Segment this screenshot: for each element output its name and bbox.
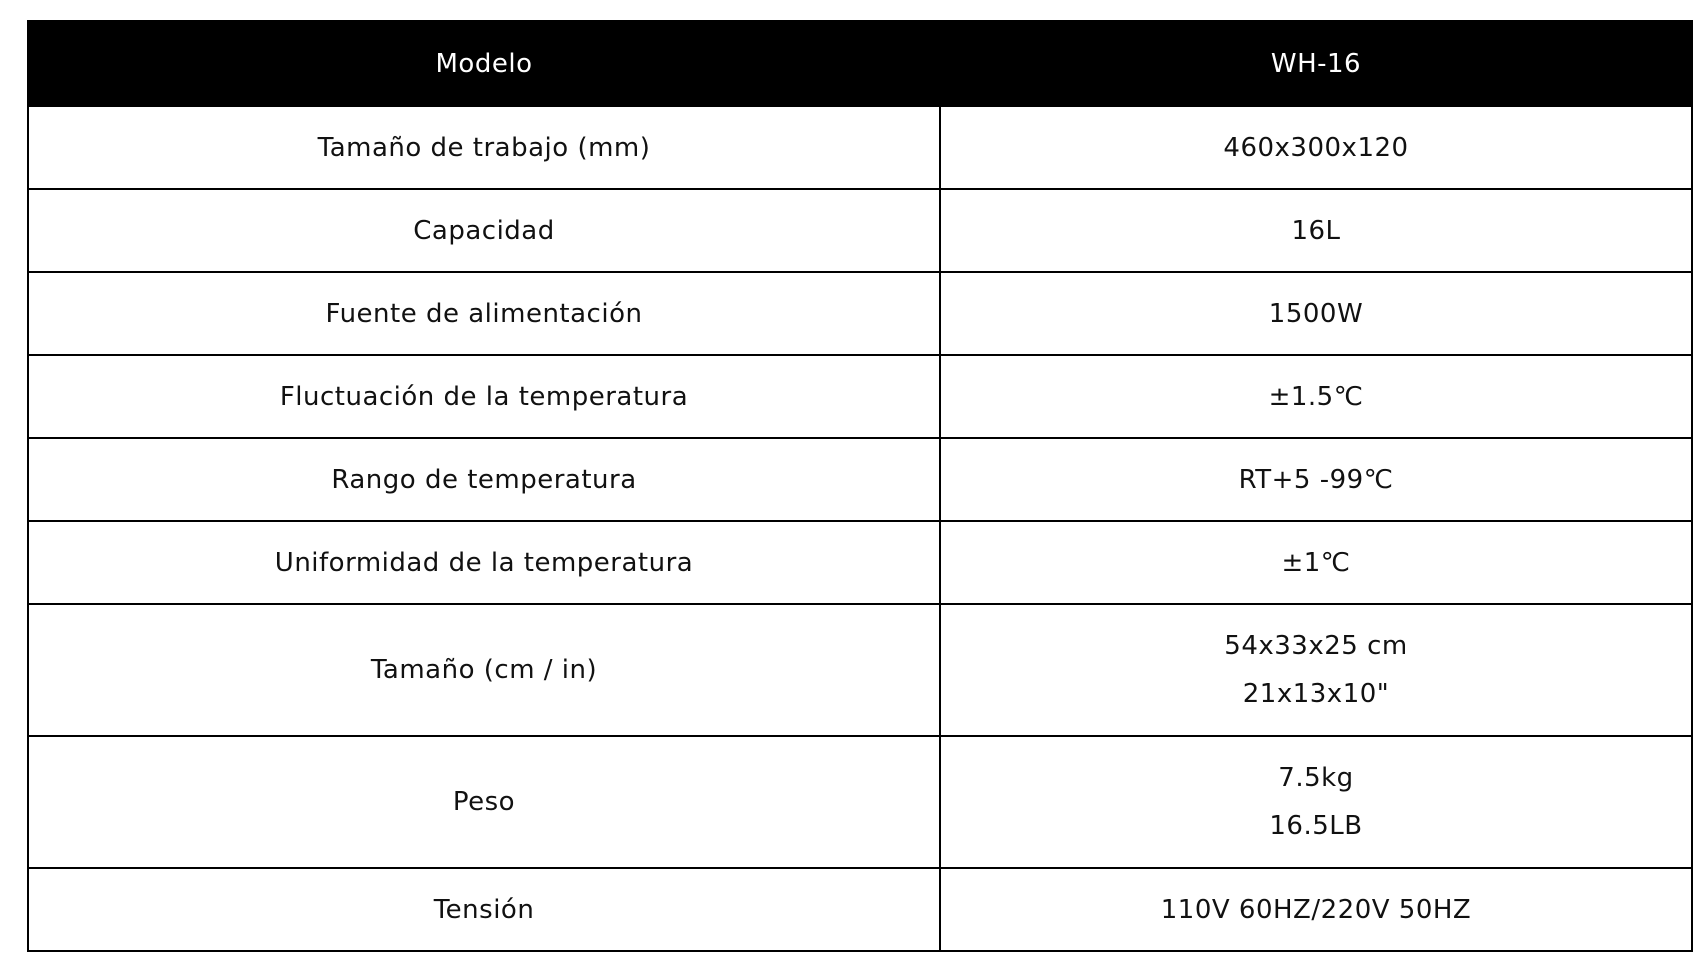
header-model-value: WH-16	[940, 21, 1692, 106]
row-value-temperature-uniformity: ±1℃	[940, 521, 1692, 604]
size-in: 21x13x10"	[1242, 679, 1390, 709]
row-value-working-size: 460x300x120	[940, 106, 1692, 189]
weight-lb: 16.5LB	[1269, 811, 1363, 841]
table-header-row	[28, 21, 1692, 106]
table-row	[28, 355, 1692, 438]
table-row	[28, 604, 1692, 736]
row-value-temperature-range: RT+5 -99℃	[940, 438, 1692, 521]
row-value-power-supply: 1500W	[940, 272, 1692, 355]
table-row	[28, 438, 1692, 521]
table-row	[28, 736, 1692, 868]
row-label-temperature-fluctuation: Fluctuación de la temperatura	[28, 355, 940, 438]
row-value-temperature-fluctuation: ±1.5℃	[940, 355, 1692, 438]
row-label-temperature-uniformity: Uniformidad de la temperatura	[28, 521, 940, 604]
row-value-capacity: 16L	[940, 189, 1692, 272]
row-label-capacity: Capacidad	[28, 189, 940, 272]
table-row	[28, 868, 1692, 951]
table-row	[28, 189, 1692, 272]
weight-kg: 7.5kg	[1278, 763, 1354, 793]
row-value-size	[940, 604, 1692, 736]
size-cm: 54x33x25 cm	[1224, 631, 1408, 661]
table-row	[28, 521, 1692, 604]
table-row	[28, 106, 1692, 189]
row-label-weight: Peso	[28, 736, 940, 868]
header-model-label: Modelo	[28, 21, 940, 106]
row-label-working-size: Tamaño de trabajo (mm)	[28, 106, 940, 189]
row-label-power-supply: Fuente de alimentación	[28, 272, 940, 355]
row-value-voltage: 110V 60HZ/220V 50HZ	[940, 868, 1692, 951]
row-label-temperature-range: Rango de temperatura	[28, 438, 940, 521]
spec-table	[27, 20, 1693, 952]
row-label-size: Tamaño (cm / in)	[28, 604, 940, 736]
row-label-voltage: Tensión	[28, 868, 940, 951]
row-value-weight	[940, 736, 1692, 868]
table-row	[28, 272, 1692, 355]
